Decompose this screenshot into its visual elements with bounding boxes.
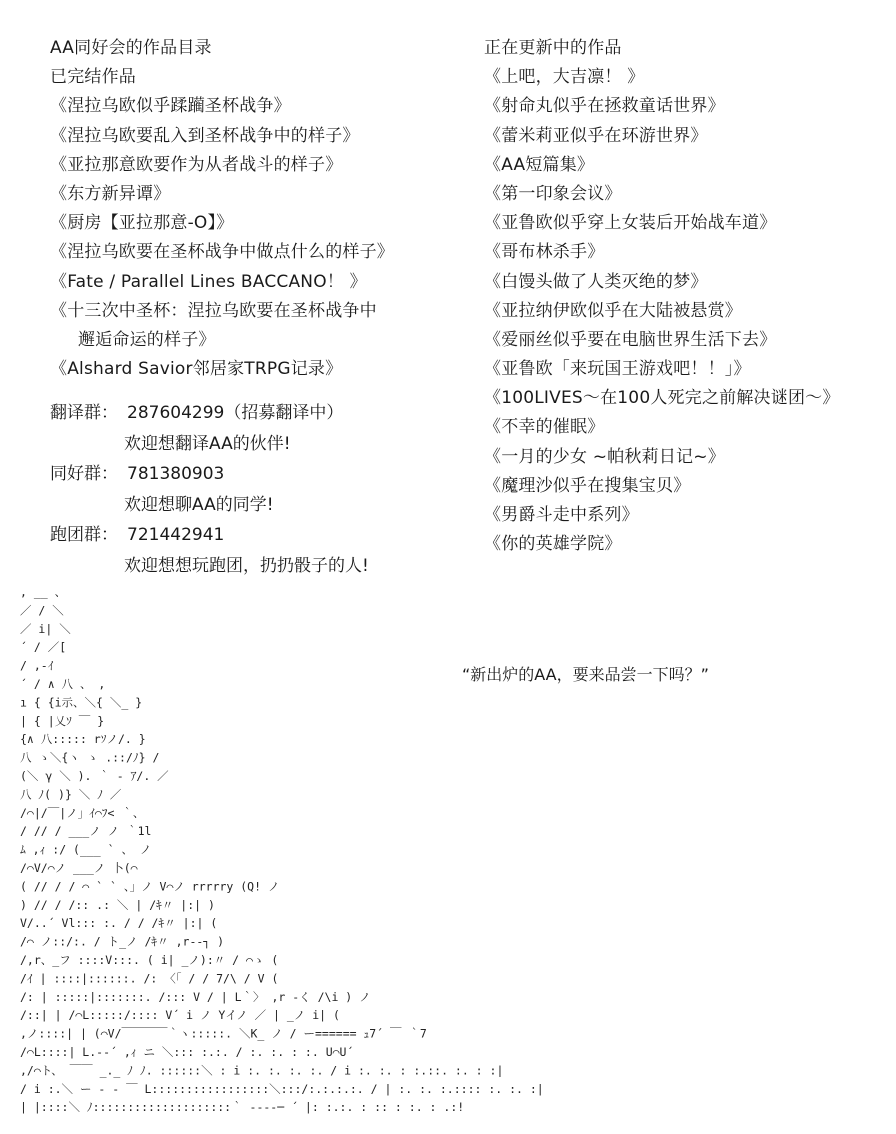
updating-work-item: 《第一印象会议》 [484, 183, 622, 204]
completed-work-item: 《东方新异谭》 [50, 183, 171, 204]
ascii-art-line: / ,-ｲ [20, 658, 54, 673]
group-message: 欢迎想翻译AA的伙伴! [124, 433, 291, 454]
ascii-art-line: V/..´ Vl::: :. / / /ｷ〃 |:| ( [20, 916, 218, 931]
completed-work-item: 《涅拉乌欧要乱入到圣杯战争中的样子》 [50, 125, 360, 146]
completed-work-item: 《十三次中圣杯：涅拉乌欧要在圣杯战争中 [50, 300, 377, 321]
group-label: 翻译群： [50, 403, 118, 423]
group-label: 同好群： [50, 464, 118, 484]
updating-work-item: 《哥布林杀手》 [484, 242, 605, 263]
speech-text: “新出炉的AA，要来品尝一下吗？” [462, 665, 709, 684]
completed-work-item: 《涅拉乌欧要在圣杯战争中做点什么的样子》 [50, 242, 394, 263]
updating-work-item: 《一月的少女 ~帕秋莉日记~》 [484, 446, 725, 467]
updating-work-item: 《不幸的催眠》 [484, 417, 605, 438]
completed-work-item-continued: 邂逅命运的样子》 [78, 329, 216, 350]
fan-group-row [50, 459, 470, 490]
group-number: 781380903 [127, 464, 225, 484]
ascii-art-line: (＼ γ ＼ ). ｀ ‐ ｱ/. ／ [20, 769, 169, 783]
group-label: 跑团群： [50, 525, 118, 545]
catalog-header: AA同好会的作品目录 [50, 38, 212, 58]
updating-label: 正在更新中的作品 [484, 38, 622, 58]
group-number: 721442941 [127, 525, 225, 545]
ascii-art-line: 八 ﾉ( )} ＼ ﾉ ／ [20, 787, 122, 802]
ascii-art-line: {∧ 八::::: rｿノ/. } [20, 732, 146, 747]
ascii-art-line: /::| | /⌒L:::::/:::: V´ i ノ Yイノ ／ | _ノ i| ( [20, 1008, 340, 1023]
ascii-art-line: ,ノ::::| | (⌒V/￣￣￣￣｀ヽ:::::. ＼K_ ノ / ー====== ｭ7´ ￣ ｀7 [20, 1026, 427, 1041]
completed-work-item: 《厨房【亚拉那意-O】》 [50, 213, 234, 234]
updating-work-item: 《亚拉纳伊欧似乎在大陆被悬赏》 [484, 300, 742, 321]
ascii-art-line: , __ 、 [20, 585, 67, 599]
ascii-art-line: / // / ___ノ ノ ｀1l [20, 824, 152, 839]
updating-works-column [484, 34, 889, 559]
updating-work-item: 《你的英雄学院》 [484, 534, 622, 555]
ascii-art-line: ／ i| ＼ [20, 621, 71, 636]
completed-label: 已完结作品 [50, 67, 136, 88]
trpg-group-row [50, 520, 470, 551]
group-number: 287604299（招募翻译中） [127, 403, 344, 423]
ascii-art-line: / i :.＼ ー ‐ ‐ ￣ L:::::::::::::::::＼:::/:.:.:.:. / | :. :. :.:::: :. :. :| [20, 1081, 544, 1096]
updating-work-item: 《亚鲁欧似乎穿上女装后开始战车道》 [484, 213, 777, 234]
ascii-art-lines [20, 585, 544, 1114]
updating-work-item: 《AA短篇集》 [484, 154, 595, 175]
ascii-art-line: /ｲ | ::::|::::::. /: 〈「 / / 7/\ / V ( [20, 971, 279, 986]
ascii-art-line: | |::::＼ ﾉ::::::::::::::::::::｀ ‐‐‐‐─ ´ |: :.:. : :: : :. : .:! [20, 1100, 465, 1115]
ascii-art-line: ) // / /:: .: ＼ | /ｷ〃 |:| ) [20, 897, 215, 912]
ascii-art-line: ´ / ／[ [20, 640, 67, 655]
completed-work-item: 《Alshard Savior邻居家TRPG记录》 [50, 359, 343, 380]
ascii-art-line: ﾑ ,ｨ :/ (___ ` 、 ノ [20, 842, 152, 857]
ascii-art-line: /: | :::::|:::::::. /::: V / | L｀〉 ,r ‐く /\i ) ノ [20, 989, 371, 1004]
ascii-art-line: /,r、_フ ::::V:::. ( i| _ノ):〃 / ⌒ゝ ( [20, 953, 279, 967]
updating-work-item: 《爱丽丝似乎要在电脑世界生活下去》 [484, 329, 777, 350]
completed-work-item: 《涅拉乌欧似乎蹂躏圣杯战争》 [50, 96, 291, 117]
completed-works-column [50, 34, 470, 384]
ascii-art-line: ( // / / ⌒ ` ` 、」ノ V⌒ノ rrrrry (Q! ノ [20, 879, 280, 894]
updating-work-item: 《蕾米莉亚似乎在环游世界》 [484, 125, 708, 146]
ascii-art-line: /⌒L::::| L.-‐´ ,ｨ ニ ＼::: :.:. / :. :. : :. U⌒U´ [20, 1045, 354, 1059]
updating-work-item: 《射命丸似乎在拯救童话世界》 [484, 96, 725, 117]
ascii-art-line: /⌒ ノ::/:. / ト_ノ /ｷ〃 ,r‐-┐ ) [20, 934, 225, 949]
group-message: 欢迎想聊AA的同学! [124, 494, 274, 515]
ascii-art-line: ı { {i示、＼{ ＼_ } [20, 695, 143, 710]
updating-work-item: 《上吧，大吉凛！ 》 [484, 67, 645, 88]
translation-group-row [50, 398, 470, 429]
completed-work-item: 《亚拉那意欧要作为从者战斗的样子》 [50, 154, 343, 175]
completed-work-item: 《Fate / Parallel Lines BACCANO！ 》 [50, 271, 367, 292]
ascii-art-line: /⌒V/⌒ノ ___ノ 卜(⌒ [20, 861, 138, 875]
ascii-art-line: /⌒|/￣|ノ」ｲ⌒ﾌ< ｀、 [20, 805, 145, 820]
ascii-art-line: ／ / ＼ [20, 603, 64, 618]
group-contacts [50, 398, 470, 581]
updating-work-item: 《100LIVES～在100人死完之前解决谜团～》 [484, 388, 840, 409]
ascii-art-illustration [0, 584, 896, 1134]
updating-work-item: 《亚鲁欧「来玩国王游戏吧！！」》 [484, 359, 751, 380]
updating-work-item: 《白馒头做了人类灭绝的梦》 [484, 271, 708, 292]
ascii-art-line: | { |乂ｿ ￣ } [20, 713, 105, 728]
ascii-art-line: 八 ゝ＼{ヽ ゝ .::/ﾉ} / [20, 750, 160, 765]
updating-work-item: 《魔理沙似乎在搜集宝贝》 [484, 475, 691, 496]
ascii-art-line: ´ / ∧ 八 、 , [20, 677, 106, 691]
ascii-art-line: ,/⌒ト、 ￣￣ _._ ﾉ ﾉ. ::::::＼ : i :. :. :. :. / i :. :. : :.::. :. : :| [20, 1063, 504, 1078]
group-message: 欢迎想想玩跑团，扔扔骰子的人! [124, 555, 369, 576]
updating-work-item: 《男爵斗走中系列》 [484, 505, 639, 525]
